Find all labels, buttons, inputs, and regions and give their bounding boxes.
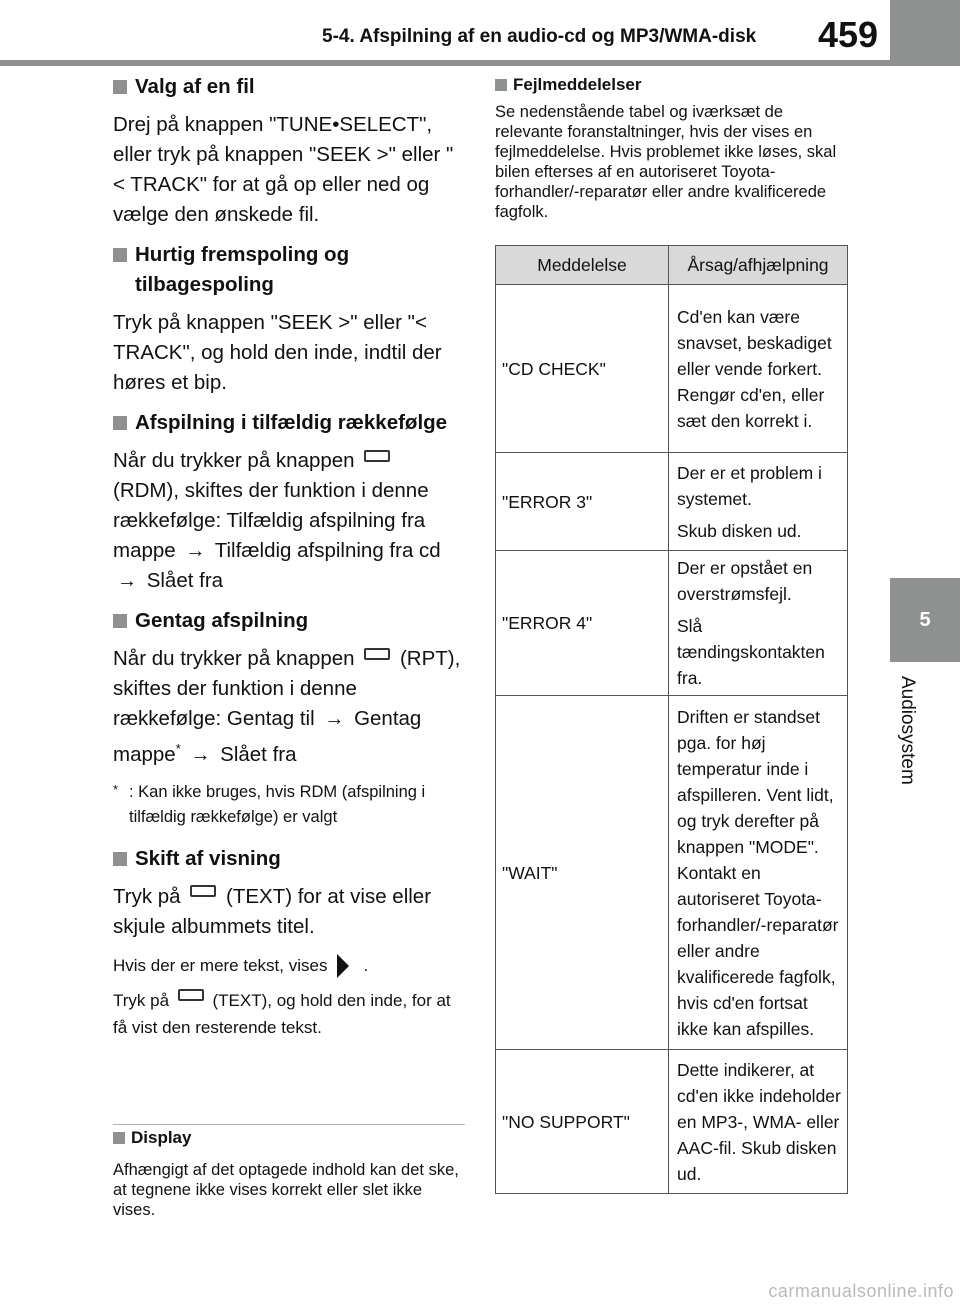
cause-text: Der er et problem i systemet.: [677, 462, 822, 509]
random-text-a: Når du trykker på knappen: [113, 449, 355, 472]
table-header: Meddelelse: [496, 246, 669, 285]
text-hold-button: [113, 987, 465, 1041]
table-cell-cause: [669, 453, 848, 551]
table-cell-message: "CD CHECK": [496, 285, 669, 453]
text-repeat-play: [113, 644, 465, 770]
fix-text: Slå tændingskontakten fra.: [677, 616, 825, 688]
table-cell-message: "ERROR 4": [496, 551, 669, 696]
text-switch-a: Tryk på: [113, 884, 181, 908]
cause-text: Dette indikerer, at cd'en ikke indeholder en MP3-, WMA- eller AAC-fil. Skub disken ud.: [677, 1059, 841, 1184]
heading-fast-forward: Hurtig fremspoling og tilbagespoling: [113, 240, 465, 300]
page-number: 459: [818, 14, 879, 55]
arrow-right-icon: →: [185, 540, 206, 562]
cause-text: Driften er standset pga. for høj temperatur inde i afspilleren. Vent lidt, og tryk derefter på knappen "MODE". Kontakt en autoriseret Toyota-forhandler/-reparatør eller andre kvalificerede fagfolk, hvis cd'en fortsat ikke kan afspilles.: [677, 706, 839, 1039]
divider: [113, 1124, 465, 1125]
table-cell-message: "ERROR 3": [496, 453, 669, 551]
table-row: [496, 696, 848, 1050]
chapter-label: [896, 676, 918, 800]
random-text-d: Slået fra: [146, 569, 224, 592]
error-table: [495, 245, 848, 1194]
repeat-text-b: (RPT), skiftes der funktion i denne rækkefølge: Gentag til: [113, 647, 461, 730]
heading-error-messages: Fejlmeddelelser: [495, 74, 850, 96]
chapter-label-text: Audiosystem: [897, 676, 918, 785]
button-icon: [364, 648, 390, 660]
table-header: Årsag/afhjælpning: [669, 246, 848, 285]
fix-text: Skub disken ud.: [677, 520, 802, 541]
cause-text: Der er opstået en overstrømsfejl.: [677, 558, 813, 604]
table-cell-cause: [669, 696, 848, 1050]
footnote-text: : Kan ikke bruges, hvis RDM (afspilning i tilfældig rækkefølge) er valgt: [129, 782, 426, 826]
footnote: [113, 780, 465, 830]
repeat-text-d: Slået fra: [220, 742, 297, 766]
random-text-c: Tilfældig afspilning fra cd: [214, 539, 441, 562]
table-row: [496, 1050, 848, 1194]
table-cell-message: "NO SUPPORT": [496, 1050, 669, 1194]
button-icon: [190, 885, 216, 897]
heading-repeat-play: Gentag afspilning: [113, 606, 465, 636]
table-cell-cause: [669, 285, 848, 453]
watermark: carmanualsonline.info: [768, 1281, 954, 1301]
heading-display: Display: [113, 1128, 191, 1148]
text-select-file: Drej på knappen "TUNE•SELECT", eller tryk på knappen "SEEK >" eller "< TRACK" for at gå op eller ned og vælge den ønskede fil.: [113, 113, 454, 226]
arrow-right-icon: →: [117, 570, 137, 592]
footnote-star: *: [113, 781, 119, 797]
text-display-switch: [113, 882, 465, 942]
table-row: [496, 285, 848, 453]
text-switch-b: (TEXT) for at vise eller skjule albummets titel.: [113, 884, 432, 938]
more-text-arrow-icon: [337, 954, 349, 978]
repeat-text-c: Gentag mappe: [113, 707, 422, 766]
chapter-number: 5: [890, 578, 960, 662]
side-tab-top: [890, 0, 960, 66]
hold-text-a: Tryk på: [113, 990, 170, 1010]
repeat-text-a: Når du trykker på knappen: [113, 647, 355, 670]
table-cell-cause: [669, 551, 848, 696]
section-title: 5-4. Afspilning af en audio-cd og MP3/WMA-disk: [322, 26, 757, 47]
cause-text: Cd'en kan være snavset, beskadiget eller vende forkert.: [677, 306, 832, 379]
right-column: [495, 74, 850, 222]
table-cell-message: "WAIT": [496, 696, 669, 1050]
hold-text-b: (TEXT), og hold den inde, for at få vist den resterende tekst.: [113, 990, 451, 1037]
table-row: [496, 453, 848, 551]
random-text-b: (RDM), skiftes der funktion i denne rækkefølge: Tilfældig afspilning fra mappe: [113, 479, 429, 562]
more-text-a: Hvis der er mere tekst, vises: [113, 955, 328, 975]
heading-random-play: Afspilning i tilfældig rækkefølge: [113, 408, 465, 438]
heading-select-file: Valg af en fil: [113, 72, 465, 102]
table-cell-cause: [669, 1050, 848, 1194]
arrow-right-icon: →: [190, 743, 211, 766]
left-column: [113, 70, 465, 1049]
text-error-intro: Se nedenstående tabel og iværksæt de relevante foranstaltninger, hvis der vises en fejlmeddelelse. Hvis problemet ikke løses, skal bilen efterses af en autoriseret Toyota-forhandler/-reparatør eller andre kvalificerede fagfolk.: [495, 103, 837, 221]
header-rule: [0, 60, 890, 66]
text-more-indicator: [113, 952, 465, 979]
text-fast-forward: Tryk på knappen "SEEK >" eller "< TRACK", og hold den inde, indtil der høres et bip.: [113, 311, 442, 394]
more-text-b: .: [363, 955, 369, 975]
table-header-row: [496, 246, 848, 285]
text-random-play: [113, 446, 465, 596]
button-icon: [178, 989, 204, 1001]
fix-text: Rengør cd'en, eller sæt den korrekt i.: [677, 384, 825, 431]
footnote-mark: *: [175, 741, 181, 756]
button-icon: [364, 450, 390, 462]
table-row: [496, 551, 848, 696]
arrow-right-icon: →: [324, 708, 345, 730]
text-display: Afhængigt af det optagede indhold kan det ske, at tegnene ikke vises korrekt eller slet ikke vises.: [113, 1161, 459, 1219]
heading-display-switch: Skift af visning: [113, 844, 465, 874]
